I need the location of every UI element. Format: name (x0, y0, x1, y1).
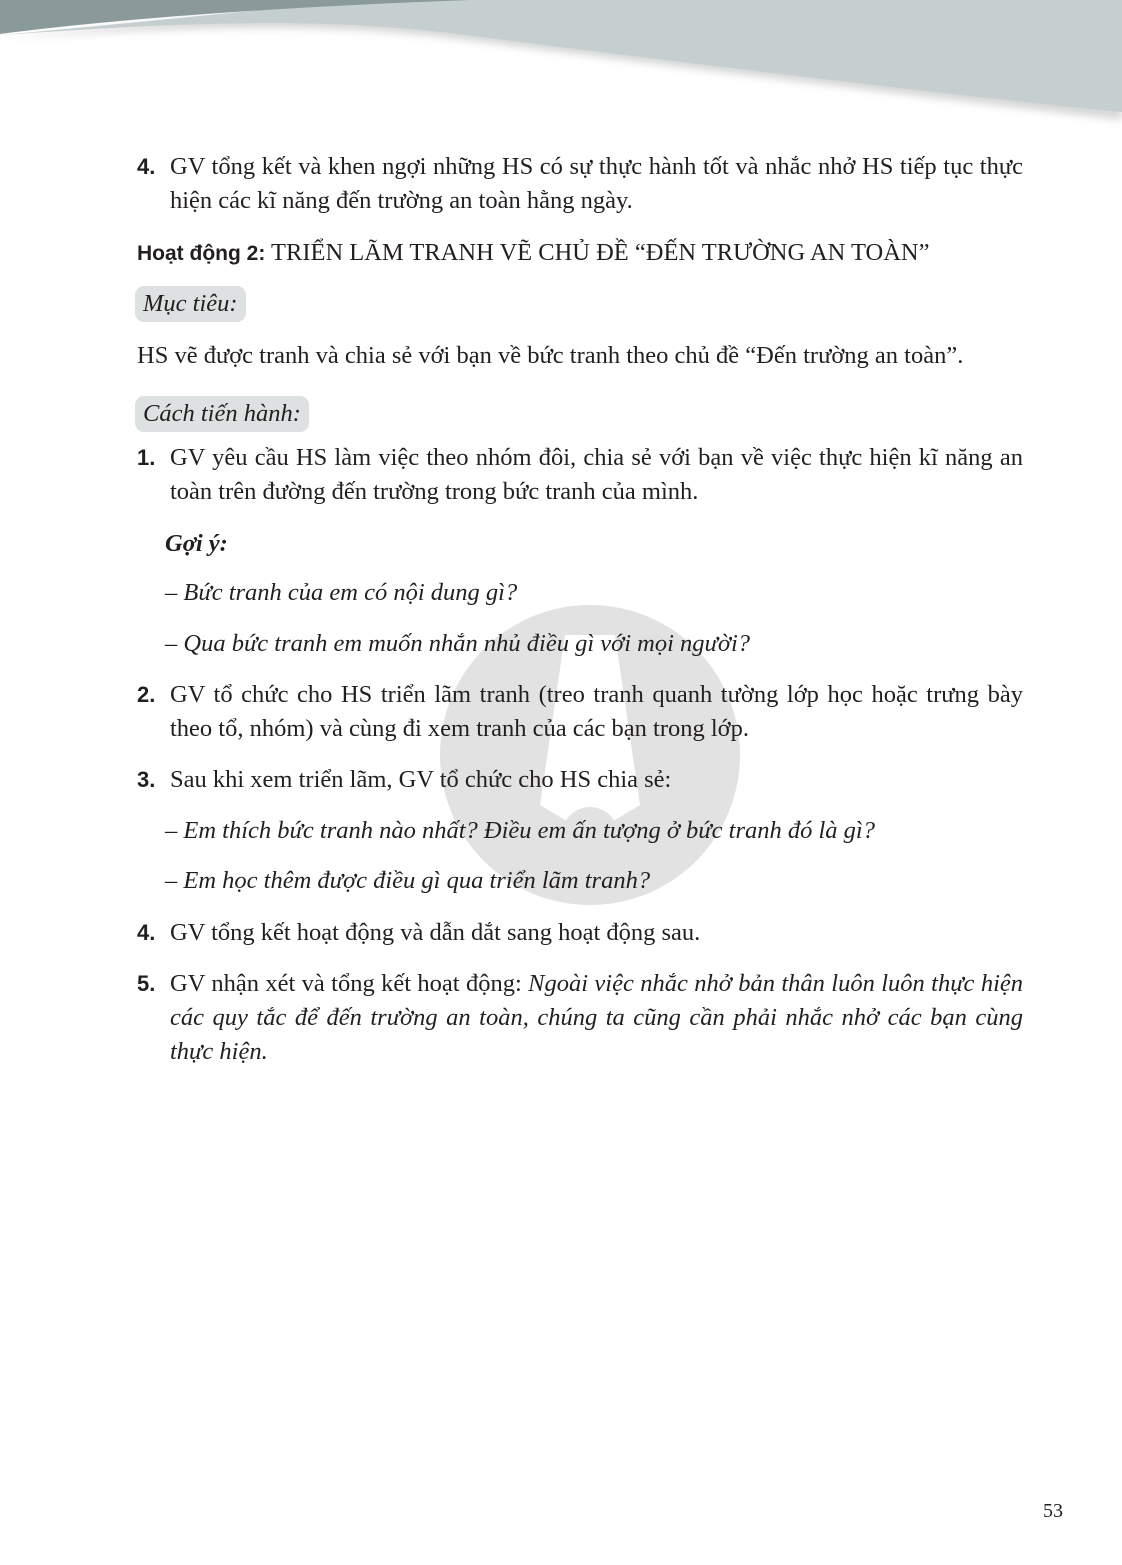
step-text (170, 967, 1023, 1069)
procedure-section (137, 396, 1023, 432)
item-4-summary (137, 150, 1023, 218)
step-text-regular: GV nhận xét và tổng kết hoạt động: (170, 970, 522, 997)
procedure-label: Cách tiến hành: (135, 396, 309, 432)
step-number: 1. (137, 445, 156, 470)
step-4 (137, 916, 1023, 950)
objective-section (137, 286, 1023, 322)
step-2 (137, 678, 1023, 746)
header-banner (0, 0, 1122, 140)
step-5 (137, 967, 1023, 1069)
activity-title: TRIỂN LÃM TRANH VẼ CHỦ ĐỀ “ĐẾN TRƯỜNG AN TOÀN” (271, 239, 930, 266)
objective-label: Mục tiêu: (135, 286, 246, 322)
hint-1: – Bức tranh của em có nội dung gì? (165, 579, 518, 606)
page-number: 53 (1043, 1500, 1063, 1522)
step-number: 3. (137, 767, 156, 792)
step-text: Sau khi xem triển lãm, GV tổ chức cho HS chia sẻ: (170, 766, 672, 793)
step-text-italic: Ngoài việc nhắc nhở bản thân luôn luôn thực hiện các quy tắc để đến trường an toàn, chúng ta cũng cần phải nhắc nhở các bạn cùng thực hiện. (170, 970, 1023, 1065)
hint-label: Gợi ý: (165, 530, 228, 557)
item-number: 4. (137, 154, 156, 179)
step-1 (137, 441, 1023, 509)
step-text: GV tổ chức cho HS triển lãm tranh (treo tranh quanh tường lớp học hoặc trưng bày theo tổ, nhóm) và cùng đi xem tranh của các bạn trong lớp. (170, 681, 1023, 742)
page-content (137, 150, 1023, 1069)
step-number: 2. (137, 682, 156, 707)
objective-text: HS vẽ được tranh và chia sẻ với bạn về bức tranh theo chủ đề “Đến trường an toàn”. (137, 342, 964, 369)
question-1: – Em thích bức tranh nào nhất? Điều em ấn tượng ở bức tranh đó là gì? (165, 817, 875, 844)
step-3 (137, 763, 1023, 797)
item-text: GV tổng kết và khen ngợi những HS có sự thực hành tốt và nhắc nhở HS tiếp tục thực hiện các kĩ năng đến trường an toàn hằng ngày. (170, 153, 1023, 214)
activity-label: Hoạt động 2: (137, 242, 266, 265)
step-number: 4. (137, 920, 156, 945)
step-number: 5. (137, 971, 156, 996)
hint-2: – Qua bức tranh em muốn nhắn nhủ điều gì với mọi người? (165, 630, 751, 657)
step-text: GV yêu cầu HS làm việc theo nhóm đôi, chia sẻ với bạn về việc thực hiện kĩ năng an toàn trên đường đến trường trong bức tranh của mình. (170, 444, 1023, 505)
step-text: GV tổng kết hoạt động và dẫn dắt sang hoạt động sau. (170, 919, 701, 946)
question-2: – Em học thêm được điều gì qua triển lãm tranh? (165, 867, 651, 894)
activity-heading (137, 236, 1023, 271)
